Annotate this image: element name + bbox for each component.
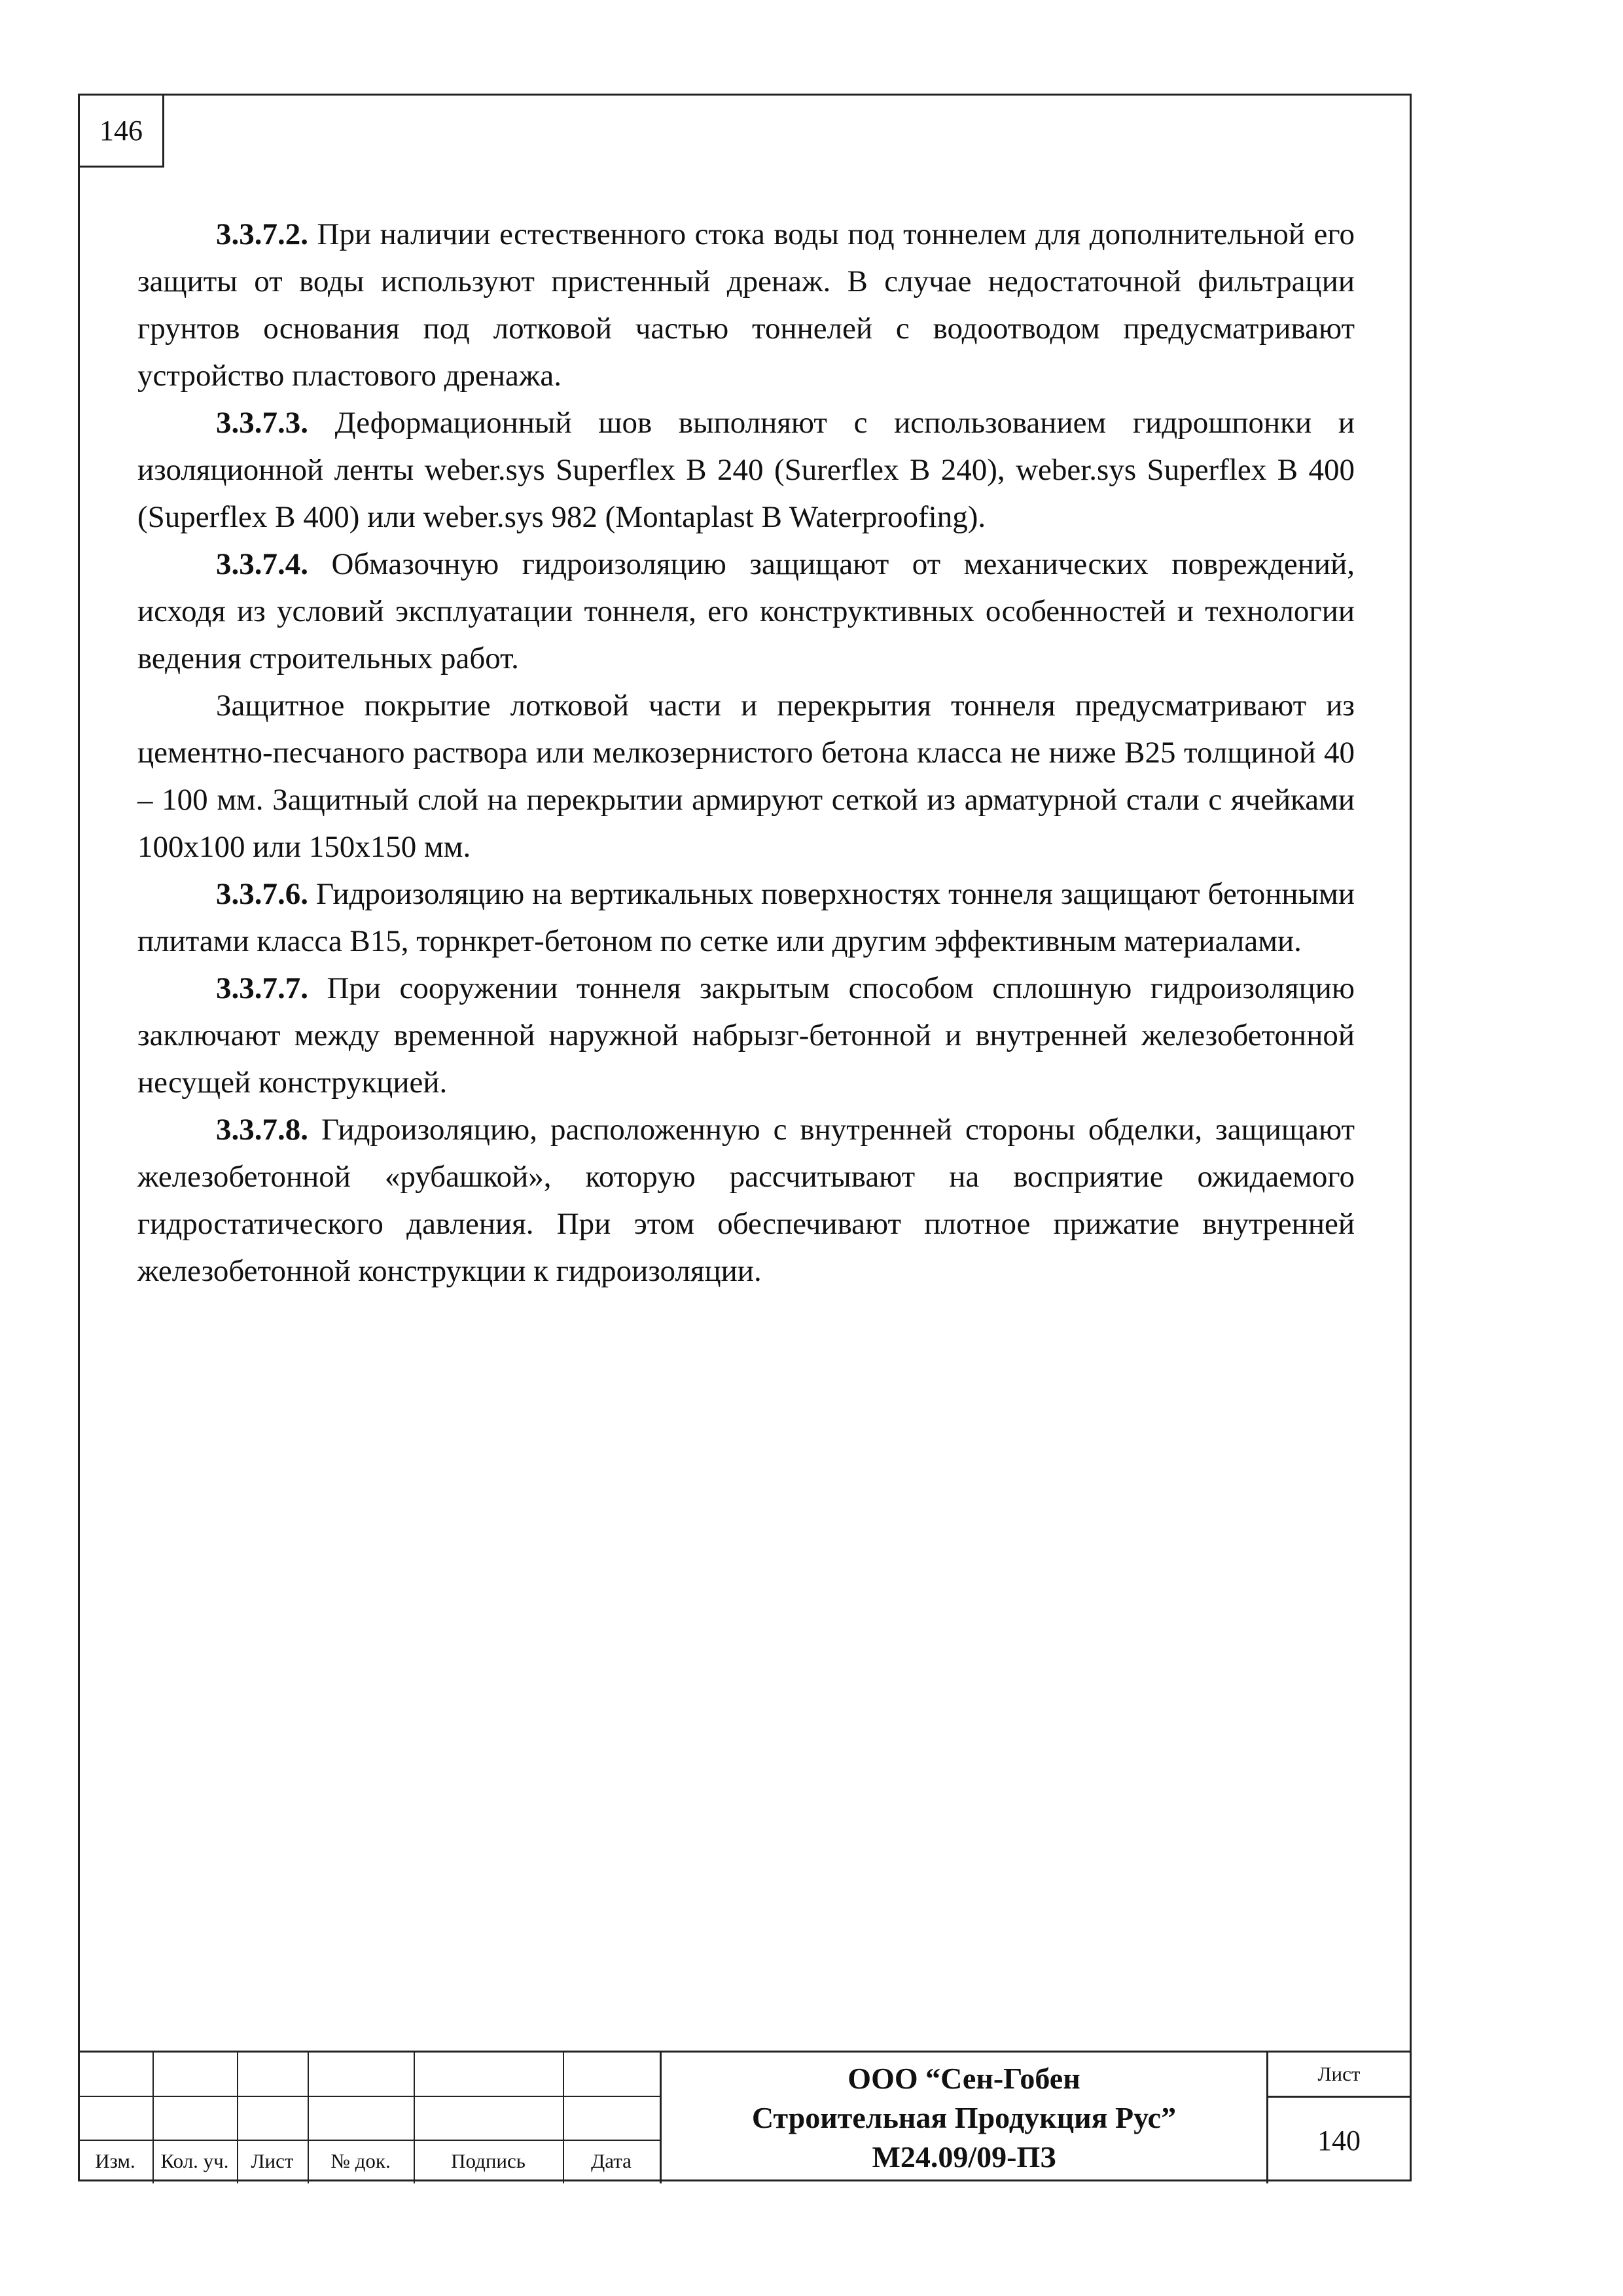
clause-text: Гидроизоляцию на вертикальных поверхностях тоннеля защищают бетонными плитами класса В15, торнкрет-бетоном по сетке или другим эффективным материалами.	[137, 877, 1355, 958]
paragraph	[137, 399, 1355, 541]
page-number: 146	[78, 94, 164, 168]
paragraph	[137, 1106, 1355, 1295]
clause-text: Обмазочную гидроизоляцию защищают от механических повреждений, исходя из условий эксплуатации тоннеля, его конструктивных особенностей и технологии ведения строительных работ.	[137, 547, 1355, 675]
sheet-number: 140	[1317, 2124, 1361, 2157]
paragraph	[137, 541, 1355, 682]
clause-number: 3.3.7.6.	[216, 877, 308, 911]
stamp-grid-line	[78, 2096, 660, 2097]
company-name-line2: Строительная Продукция Рус”	[751, 2101, 1177, 2134]
clause-text: Деформационный шов выполняют с использованием гидрошпонки и изоляционной ленты weber.sys Superflex B 240 (Surerflex B 240), weber.sys Superflex B 400 (Superflex B 400) или weber.sys 982 (Montaplast B Waterproofing).	[137, 406, 1355, 534]
stamp-col-list: Лист	[251, 2149, 294, 2172]
stamp-col-signature: Подпись	[451, 2149, 526, 2172]
clause-number: 3.3.7.2.	[216, 217, 308, 251]
document-code: М24.09/09-ПЗ	[872, 2140, 1056, 2174]
sheet-label: Лист	[1317, 2062, 1361, 2085]
clause-number: 3.3.7.3.	[216, 406, 308, 440]
clause-number: 3.3.7.8.	[216, 1113, 308, 1147]
paragraph	[137, 211, 1355, 399]
paragraph	[137, 682, 1355, 870]
stamp-col-date: Дата	[591, 2149, 632, 2172]
clause-number: 3.3.7.7.	[216, 971, 308, 1005]
title-block	[78, 2051, 1412, 2183]
clause-text: Гидроизоляцию, расположенную с внутренней стороны обделки, защищают железобетонной «рубашкой», которую рассчитывают на восприятие ожидаемого гидростатического давления. При этом обеспечивают плотное прижатие внутренней железобетонной конструкции к гидроизоляции.	[137, 1113, 1355, 1288]
clause-text: При наличии естественного стока воды под тоннелем для дополнительной его защиты от воды используют пристенный дренаж. В случае недостаточной фильтрации грунтов основания под лотковой частью тоннелей с водоотводом предусматривают устройство пластового дренажа.	[137, 217, 1355, 393]
paragraph	[137, 965, 1355, 1106]
stamp-col-izm: Изм.	[95, 2149, 135, 2172]
document-body	[137, 211, 1355, 1295]
company-name-line1: ООО “Сен-Гобен	[847, 2062, 1080, 2095]
company-block	[662, 2053, 1266, 2183]
paragraph	[137, 870, 1355, 965]
stamp-col-kol-uch: Кол. уч.	[160, 2149, 229, 2172]
clause-text: При сооружении тоннеля закрытым способом сплошную гидроизоляцию заключают между временной наружной набрызг-бетонной и внутренней железобетонной несущей конструкцией.	[137, 971, 1355, 1100]
clause-text: Защитное покрытие лотковой части и перекрытия тоннеля предусматривают из цементно-песчаного раствора или мелкозернистого бетона класса не ниже В25 толщиной 40 – 100 мм. Защитный слой на перекрытии армируют сеткой из арматурной стали с ячейками 100х100 или 150х150 мм.	[137, 689, 1355, 864]
clause-number: 3.3.7.4.	[216, 547, 308, 581]
stamp-col-doc: № док.	[330, 2149, 391, 2172]
